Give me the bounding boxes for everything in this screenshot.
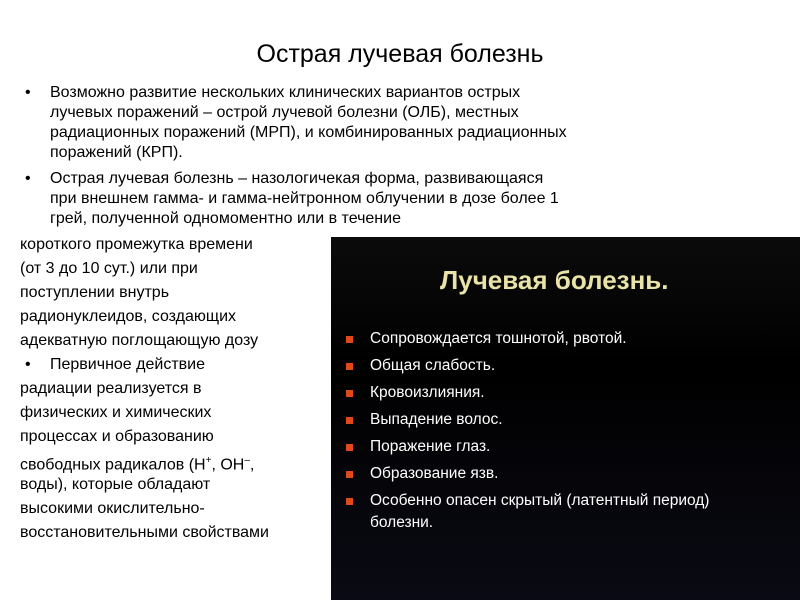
slide-title: Острая лучевая болезнь: [256, 40, 544, 68]
panel-item-text: Выпадение волос.: [370, 411, 503, 428]
square-bullet-icon: [346, 363, 353, 370]
text-line: радиации реализуется в: [20, 380, 202, 397]
panel-item-text: Поражение глаз.: [370, 438, 491, 455]
text-line: поступлении внутрь: [20, 284, 170, 301]
text-line: процессах и образованию: [20, 428, 214, 445]
panel-item-text: Общая слабость.: [370, 357, 496, 374]
square-bullet-icon: [346, 390, 353, 397]
superscript: –: [244, 455, 250, 466]
panel-item-text: болезни.: [370, 514, 434, 531]
text-line: поражений (КРП).: [50, 144, 183, 161]
text-line: Острая лучевая болезнь – назологичекая форма, развивающаяся: [50, 170, 544, 187]
bullet-marker: •: [25, 84, 31, 101]
radicals-line: [20, 451, 254, 475]
panel-item-text: Кровоизлияния.: [370, 384, 485, 401]
text-line: Первичное действие: [50, 356, 205, 373]
square-bullet-icon: [346, 498, 353, 505]
square-bullet-icon: [346, 471, 353, 478]
bullet-marker: •: [25, 356, 31, 373]
superscript: +: [205, 455, 212, 466]
text-line: физических и химических: [20, 404, 212, 421]
text-fragment: свободных радикалов (Н: [20, 456, 206, 474]
text-line: радионуклеидов, создающих: [20, 308, 236, 325]
text-line: радиационных поражений (МРП), и комбинированных радиационных: [50, 124, 567, 141]
square-bullet-icon: [346, 336, 353, 343]
panel-item-text: Особенно опасен скрытый (латентный период): [370, 492, 710, 509]
text-line: грей, полученной одномоментно или в течение: [50, 210, 401, 227]
text-line: адекватную поглощающую дозу: [20, 332, 259, 349]
square-bullet-icon: [346, 444, 353, 451]
text-line: воды), которые обладают: [20, 476, 211, 493]
text-fragment: , ОН: [211, 456, 245, 474]
text-line: лучевых поражений – острой лучевой болезни (ОЛБ), местных: [50, 104, 519, 121]
text-line: (от 3 до 10 сут.) или при: [20, 260, 198, 277]
text-line: короткого промежутка времени: [20, 236, 253, 253]
panel-title: Лучевая болезнь.: [440, 265, 669, 295]
text-line: Возможно развитие нескольких клинических вариантов острых: [50, 84, 521, 101]
panel-item-text: Образование язв.: [370, 465, 499, 482]
text-fragment: ,: [249, 456, 255, 474]
symptoms-panel: [331, 237, 800, 600]
text-line: при внешнем гамма- и гамма-нейтронном облучении в дозе более 1: [50, 190, 559, 207]
bullet-marker: •: [25, 170, 31, 187]
text-line: высокими окислительно-: [20, 500, 205, 517]
text-line: восстановительными свойствами: [20, 524, 269, 541]
square-bullet-icon: [346, 417, 353, 424]
panel-item-text: Сопровождается тошнотой, рвотой.: [370, 330, 627, 347]
